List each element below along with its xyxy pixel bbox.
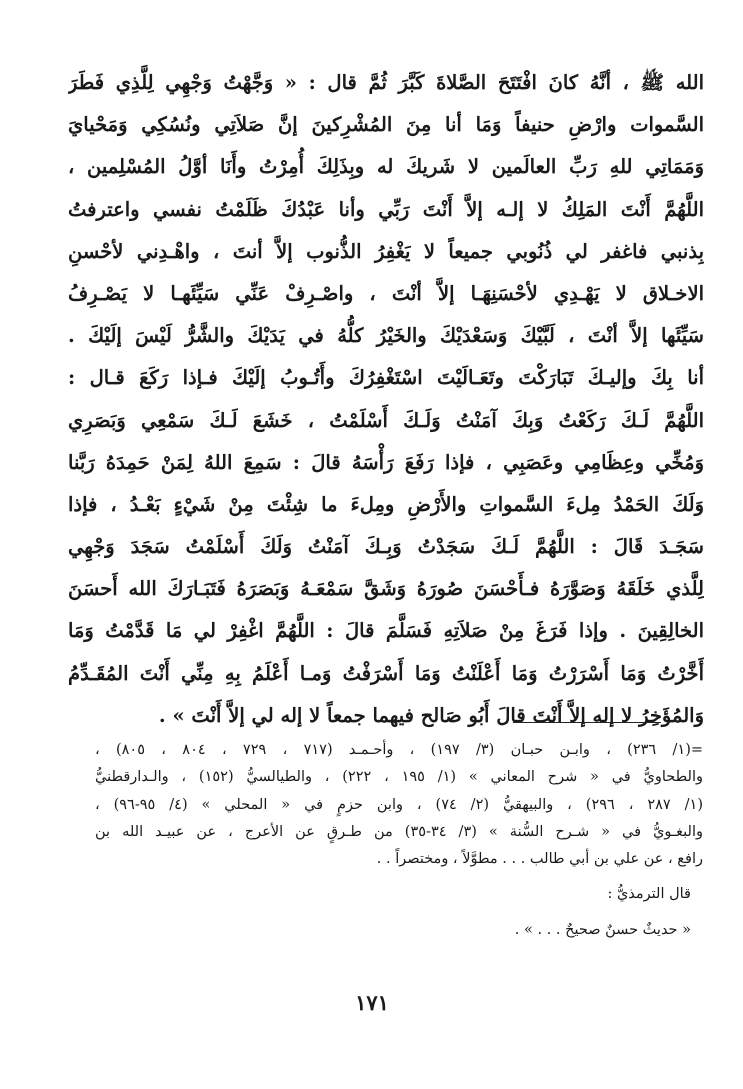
text-line: الخالِقِينَ . وإذا فَرَغَ مِنْ صَلاَتِهِ فَسَلَّمَ قالَ : اللَّهُمَّ اغْفِرْ لي مَا قَدَّمْتُ وَمَا <box>68 619 704 643</box>
footnote-line: والبغـويُّ في « شـرح السُّنة » (٣/ ٣٤-٣٥) من طـرقٍ عن الأعرج ، عن عبيـد الله بن <box>95 823 703 840</box>
text-line: وَلَكَ الحَمْدُ مِلءَ السَّمواتِ والأَرْضِ ومِلءَ ما شِئْتَ مِنْ شَيْءٍ بَعْـدُ ، فإذا <box>68 492 704 516</box>
footnote-line: والطحاويُّ في « شرح المعاني » (١/ ١٩٥ ، ٢٢٢) ، والطيالسيُّ (١٥٢) ، والـدارقطنيُّ <box>95 769 703 786</box>
text-line: اللَّهُمَّ لَـكَ رَكَعْتُ وَبِكَ آمَنْتُ وَلَـكَ أَسْلَمْتُ ، خَشَعَ لَـكَ سَمْعِي وَبَصَرِي <box>68 408 704 432</box>
footnote-gap <box>95 873 703 881</box>
text-line: لِلَّذي خَلَقَهُ وَصَوَّرَهُ فـأَحْسَنَ صُورَهُ وَشَقَّ سَمْعَـهُ وَبَصَرَهُ فَتَبَـارَكَ الله أَحسَنَ <box>68 577 704 601</box>
text-line: الله ﷺ ، أنَّهُ كانَ افْتَتَحَ الصَّلاةَ كَبَّرَ ثُمَّ قال : « وَجَّهْتُ وَجْهِي لِلَّذِي فَطَرَ <box>68 71 704 94</box>
text-line: سَيِّئَها إلاَّ أنْتَ ، لَبَّيْكَ وَسَعْدَيْكَ والخَيْرُ كلُّهُ في يَدَيْكَ والشَّرُّ لَيْسَ إلَيْكَ . <box>68 324 704 348</box>
page-number: ١٧١ <box>355 990 389 1015</box>
text-line: وَمَمَاتِي للهِ رَبِّ العالَمين لا شَريكَ له وبِذَلِكَ أُمِرْتُ وأَنَا أوَّلُ المُسْلِمين ، <box>68 155 704 179</box>
footnote-line: (١/ ٢٨٧ ، ٢٩٦) ، والبيهقيُّ (٢/ ٧٤) ، وابن حزمٍ في « المحلي » (٤/ ٩٥-٩٦) ، <box>95 796 703 813</box>
text-line: أنا بِكَ وإليـكَ تَبَارَكْتَ وتَعَـالَيْتَ اسْتَغْفِرُكَ وأَتُـوبُ إلَيْكَ فـإذا رَكَعَ قـال : <box>68 366 704 390</box>
footnote-divider <box>513 722 661 723</box>
text-line: وَالمُؤَخِرُ لا إله إلاَّ أَنْتَ قالَ أَبُو صَالح فيهما جمعاً لا إله لي إلاَّ أَنْتَ » . <box>158 703 704 727</box>
text-line: وَمُخِّي وعِظَامِي وعَصَبِي ، فإذا رَفَعَ رَأْسَهُ قالَ : سَمِعَ اللهُ لِمَنْ حَمِدَهُ رَبَّنا <box>68 450 704 474</box>
text-line: اللَّهُمَّ أَنْتَ المَلِكُ لا إلـه إلاَّ أَنْتَ رَبِّي وأنا عَبْدُكَ ظَلَمْتُ نفسي واعترفتُ <box>68 197 704 221</box>
footnote-line: « حديثٌ حسنٌ صحيحٌ . . . » . <box>514 921 691 938</box>
text-line: أَخَّرْتُ وَمَا أَسْرَرْتُ وَمَا أَعْلَنْتُ وَمَا أَسْرَفْتُ وَمـا أَعْلَمُ بِهِ مِنِّي أَنْتَ المُقَـدِّمُ <box>68 661 704 685</box>
footnote-line: رافع ، عن علي بن أبي طالب . . . مطوَّلاً ، ومختصراً . . <box>376 851 703 868</box>
footnotes-section <box>95 737 703 944</box>
text-line: السَّموات وارْضِ حنيفاً وَمَا أنا مِنَ المُشْرِكينَ إنَّ صَلاَتِي ونُسُكِي وَمَحْيايَ <box>68 113 704 137</box>
text-line: الاخـلاق لا يَهْـدِي لأحْسَنِهَـا إلاَّ أنْتَ ، واصْـرِفْ عَنِّي سَيِّئَهـا لا يَصْـرِفُ <box>68 281 704 305</box>
main-hadith-text <box>68 62 704 737</box>
footnote-line: قال الترمذيُّ : <box>607 886 691 903</box>
text-line: بِذنبي فاغفر لي ذُنُوبي جميعاً لا يَغْفِرُ الذُّنوب إلاَّ أنتَ ، واهْـدِني لأحْسنِ <box>68 239 704 263</box>
footnote-gap <box>95 909 703 917</box>
footnote-line: =(١/ ٢٣٦) ، وابـن حبـان (٣/ ١٩٧) ، وأحـمـد (٧١٧ ، ٧٢٩ ، ٨٠٤ ، ٨٠٥) ، <box>95 742 703 758</box>
text-line: سَجَـدَ قَالَ : اللَّهُمَّ لَـكَ سَجَدْتُ وَبِـكَ آمَنْتُ وَلَكَ أَسْلَمْتُ سَجَدَ وَجْهِي <box>68 535 704 559</box>
